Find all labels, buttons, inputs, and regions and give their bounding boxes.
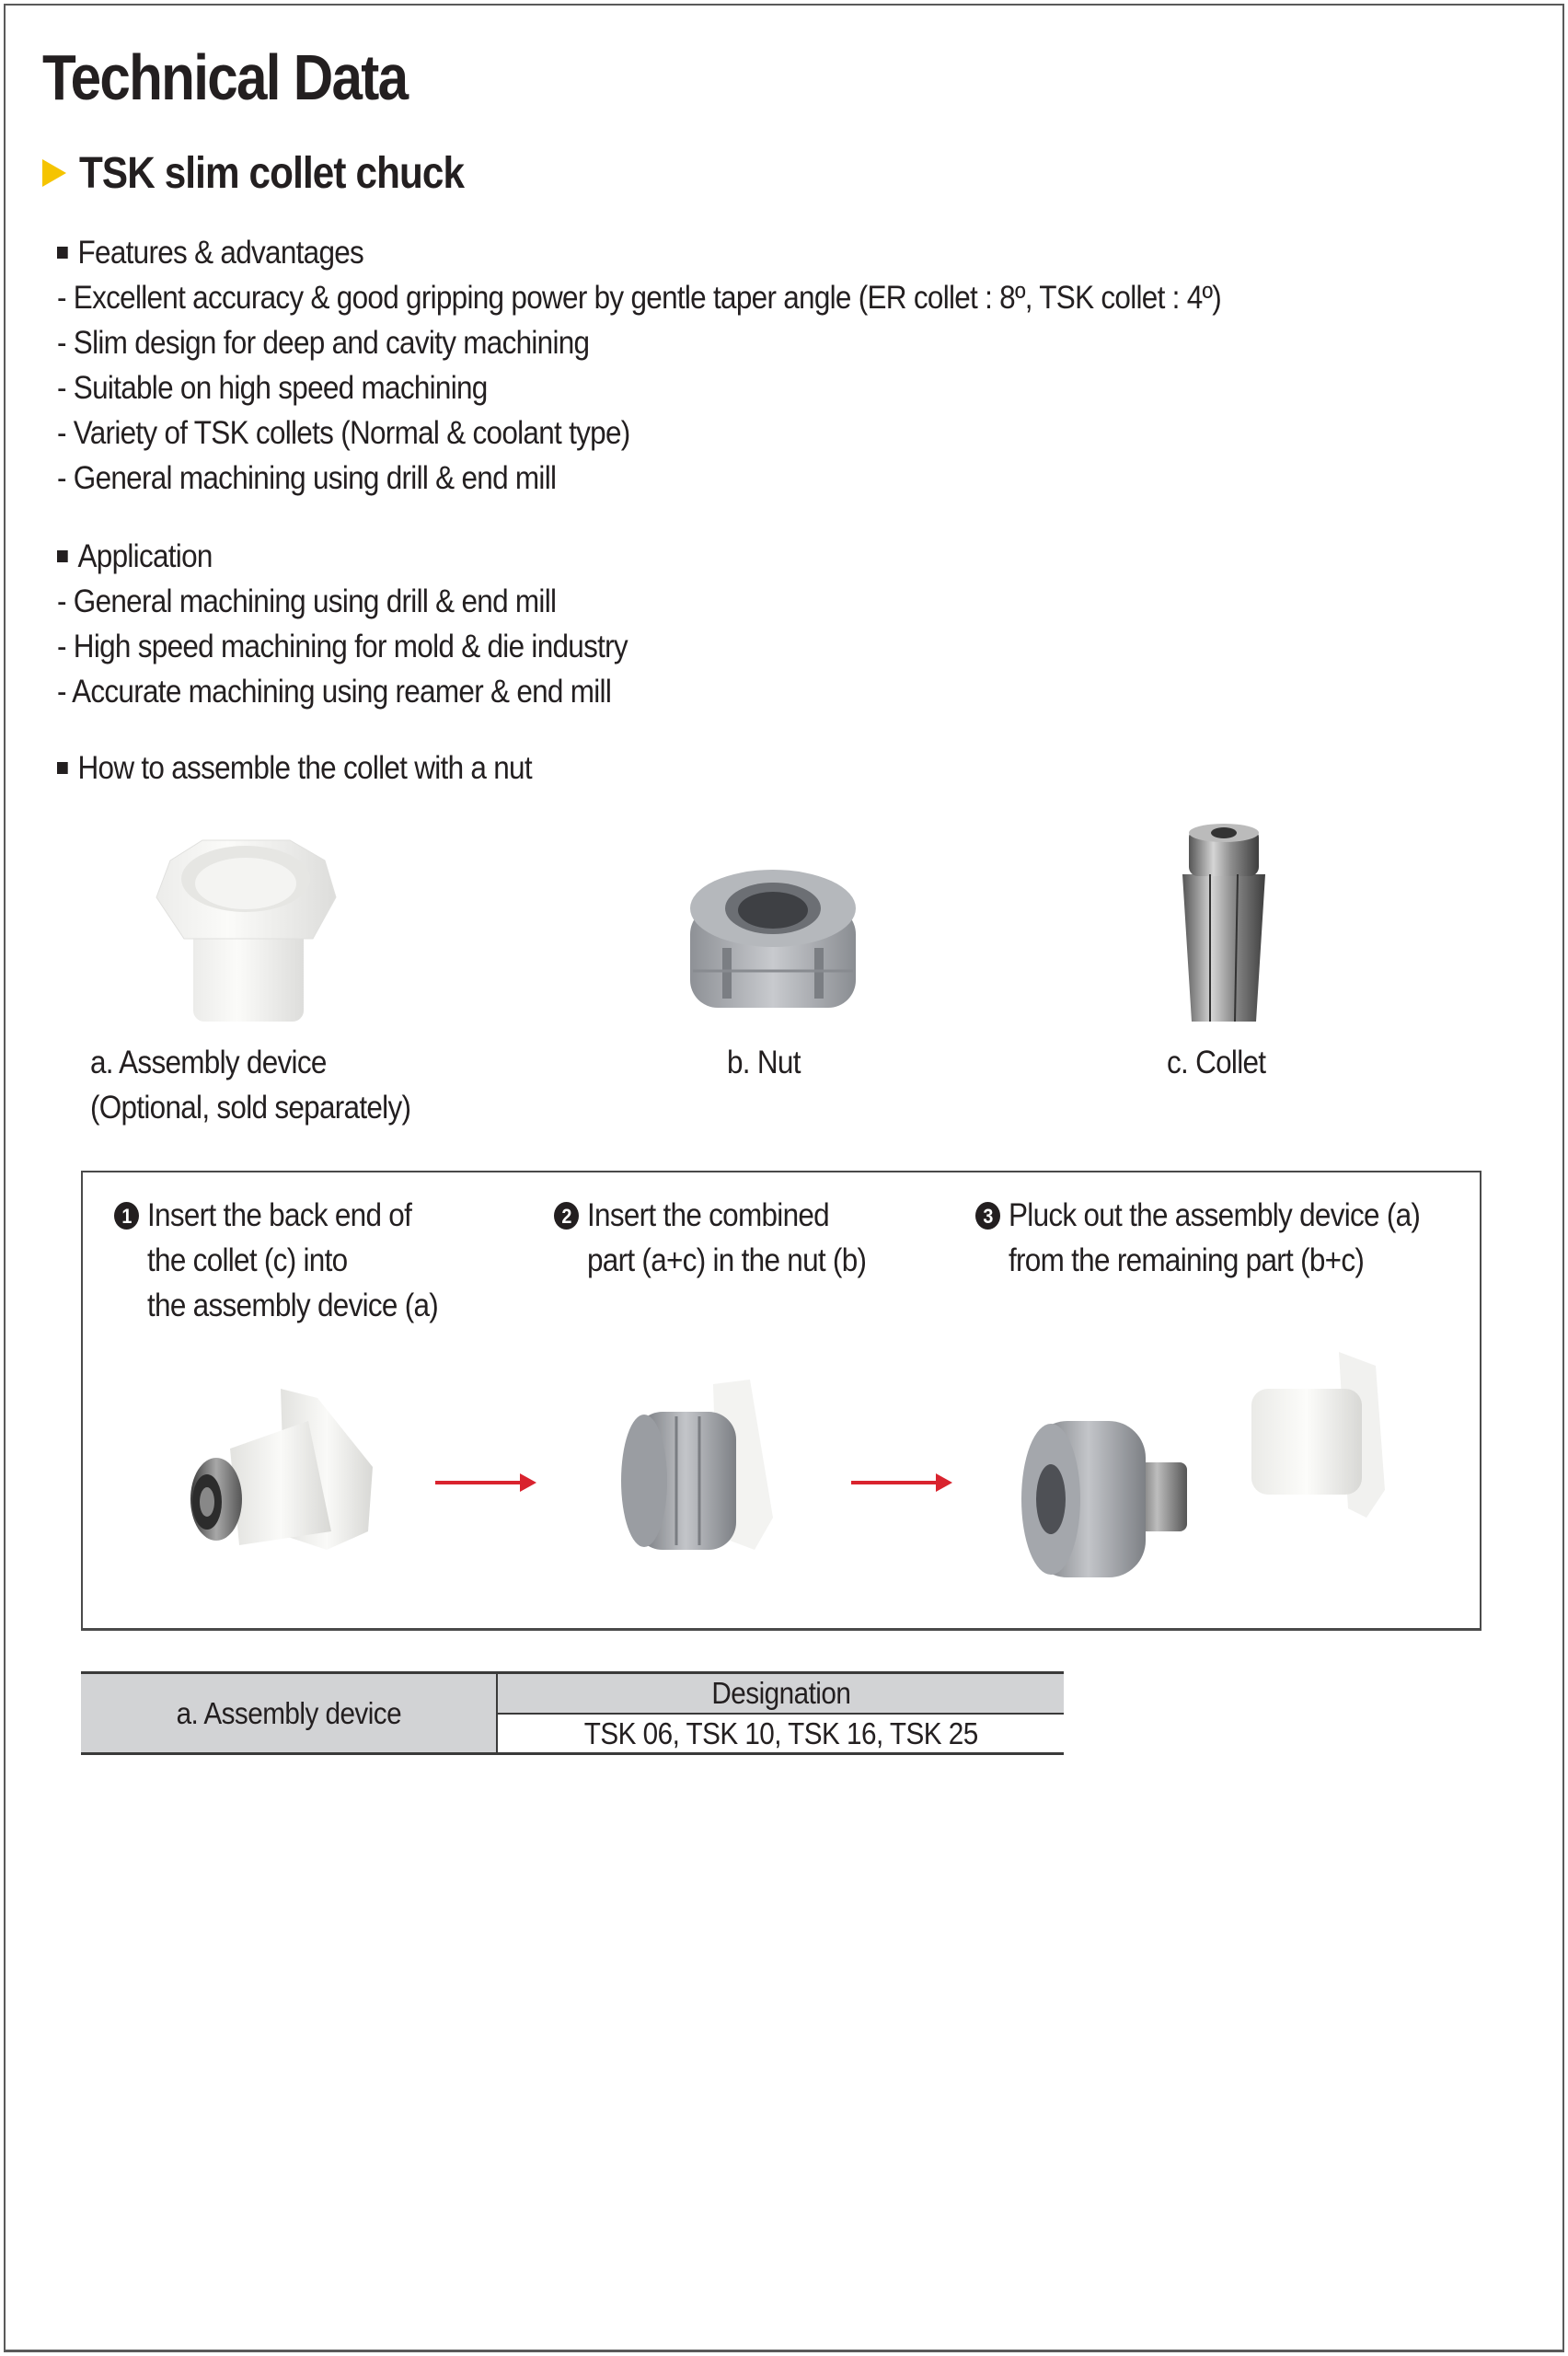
step-number-1-icon: 1 [114, 1202, 139, 1230]
step-3-photo [1012, 1393, 1196, 1587]
part-caption-assembly-device: a. Assembly device (Optional, sold separately) [90, 1045, 411, 1126]
step-number-2-icon: 2 [554, 1202, 579, 1230]
application-heading: Application [57, 534, 628, 579]
collet-photo [1169, 819, 1279, 1026]
table-cell-designation: TSK 06, TSK 10, TSK 16, TSK 25 [498, 1715, 1064, 1752]
step-1-photo [170, 1384, 386, 1554]
step-2-photo [603, 1380, 810, 1564]
step-number-3-icon: 3 [975, 1202, 1000, 1230]
table-column-header: Designation [498, 1674, 1064, 1715]
feature-item: - Slim design for deep and cavity machining [57, 320, 1221, 365]
step-arrow-1-icon [435, 1473, 536, 1492]
assembly-device-photo [143, 833, 350, 1026]
feature-item: - Variety of TSK collets (Normal & coolant type) [57, 410, 1221, 456]
feature-item: - Suitable on high speed machining [57, 365, 1221, 410]
removed-assembly-device-photo [1247, 1352, 1408, 1518]
application-item: - General machining using drill & end mill [57, 579, 628, 624]
feature-item: - Excellent accuracy & good gripping power by gentle taper angle (ER collet : 8º, TSK collet : 4º) [57, 275, 1221, 320]
square-bullet-icon [57, 550, 68, 562]
step-arrow-2-icon [851, 1473, 952, 1492]
howto-section [57, 745, 584, 791]
application-item: - Accurate machining using reamer & end mill [57, 669, 628, 714]
feature-item: - General machining using drill & end mill [57, 456, 1221, 501]
section-subtitle [42, 145, 516, 201]
step-1: 1 Insert the back end of the collet (c) into the assembly device (a) [114, 1193, 474, 1328]
howto-heading: How to assemble the collet with a nut [57, 745, 532, 791]
triangle-marker-icon [42, 159, 66, 187]
part-caption-nut: b. Nut [727, 1045, 801, 1080]
assembly-steps-box [81, 1171, 1482, 1631]
square-bullet-icon [57, 762, 68, 774]
step-2: 2 Insert the combined part (a+c) in the nut (b) [554, 1193, 901, 1283]
application-item: - High speed machining for mold & die industry [57, 624, 628, 669]
features-section [57, 230, 1351, 501]
features-heading: Features & advantages [57, 230, 1221, 275]
application-section [57, 534, 691, 714]
subtitle-text: TSK slim collet chuck [79, 148, 465, 198]
nut-photo [686, 860, 860, 1022]
table-row-header: a. Assembly device [81, 1674, 498, 1752]
step-3: 3 Pluck out the assembly device (a) from the remaining part (b+c) [975, 1193, 1470, 1283]
designation-table [81, 1671, 1064, 1755]
part-caption-collet: c. Collet [1167, 1045, 1266, 1080]
square-bullet-icon [57, 247, 68, 259]
page-title: Technical Data [42, 41, 408, 113]
